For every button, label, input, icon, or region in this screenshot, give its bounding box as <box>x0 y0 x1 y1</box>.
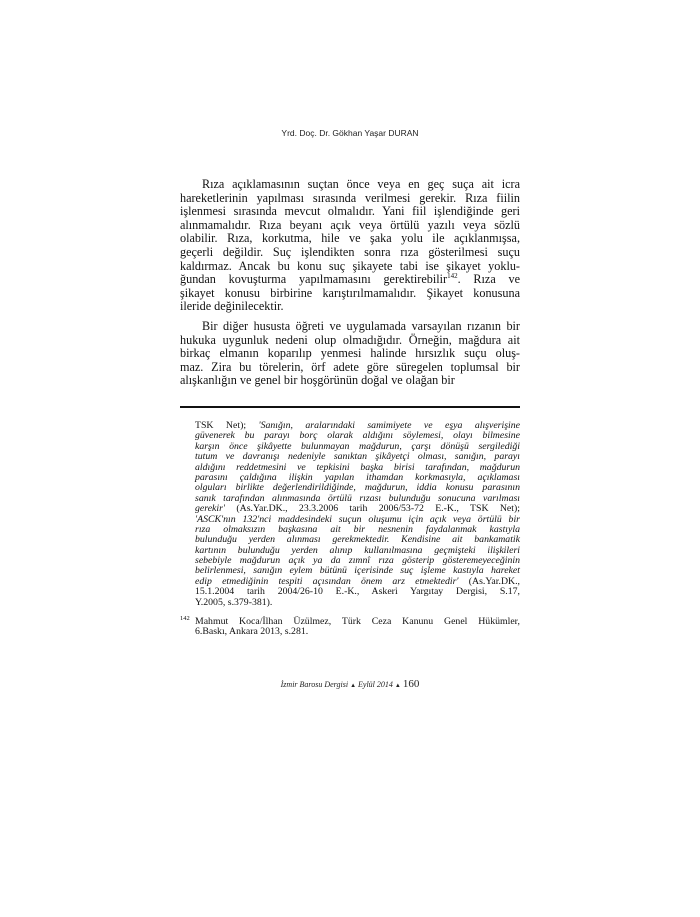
text-segment: aldığını reddetmesini ve tepkisini başka birisi tarafından, mağdurun <box>195 461 520 473</box>
text-segment: hukuka uygunluk nedeni olup olmadığıdır. Örneğin, mağdura ait <box>180 332 520 347</box>
text-segment: TSK Net); <box>195 420 259 431</box>
text-segment: 'Sanığın, aralarındaki samimiyete ve eşya alışverişine <box>258 420 520 431</box>
text-segment: belirlenmesi, sanığın eylem bütünü içerisinde suç işleme kastıyla hareket <box>195 565 520 577</box>
text-line <box>180 219 520 233</box>
text-segment: olabilir. Rıza, korkutma, hile ve şaka yolu ile açıklanmışsa, <box>180 231 520 246</box>
text-segment: edip etmediğinin tespiti açısından önem arz etmektedir' <box>195 575 459 587</box>
text-line <box>180 205 520 219</box>
text-segment: hareketlerinin yapılması sırasında verilmesi gerekir. Rıza fiilin <box>180 190 520 205</box>
text-segment: alışkanlığın ve genel bir hoşgörünün doğal ve olağan bir <box>180 373 455 388</box>
text-segment: sebebiyle mağdurun açık ya da zımnî rıza gösterip gösteremeyeceğinin <box>195 555 520 567</box>
text-segment: güvenerek bu parayı borç olarak aldığını söylemesi, olayı bilmesine <box>195 430 520 442</box>
text-segment: şikayet konusu birbirine karıştırılmamalıdır. Şikayet konusuna <box>180 285 520 300</box>
text-line <box>180 374 520 388</box>
text-segment: Rıza açıklamasının suçtan önce veya en geç suça ait icra <box>202 177 520 191</box>
text-line <box>195 627 520 637</box>
text-line <box>195 598 520 608</box>
text-segment: Bir diğer hususta öğreti ve uygulamada varsayılan rızanın bir <box>202 319 520 333</box>
text-segment: birkaç elmanın koparılıp yenmesi halinde hırsızlık suçu oluş- <box>180 346 520 361</box>
footnote-142 <box>180 615 520 638</box>
footnote-reference: 142 <box>447 272 458 281</box>
text-segment: olguları birlikte değerlendirildiğinde, mağdurun, iddia konusu parasının <box>195 482 520 494</box>
footnote-number: 142 <box>180 615 190 622</box>
text-segment: ğundan kovuşturma yapılmamasını gerektirebilir <box>180 272 448 287</box>
text-segment: maz. Zira bu törelerin, örf adete göre süregelen toplumsal bir <box>180 359 520 374</box>
text-segment: parasını çaldığına ilişkin yapılan ithamdan korkmasıyla, açıklaması <box>195 471 520 483</box>
paragraph-2 <box>180 320 520 388</box>
text-segment: 15.1.2004 tarih 2004/26-10 E.-K., Askeri Yargıtay Dergisi, S.17, <box>195 586 520 598</box>
text-segment: kaldırmaz. Ancak bu konu suç şikayete tabi ise şikayet yoklu- <box>180 258 520 273</box>
text-line <box>180 320 520 334</box>
text-line <box>180 334 520 348</box>
footnote-separator <box>180 406 520 408</box>
issue-date: Eylül 2014 <box>358 680 393 689</box>
page-footer <box>0 678 700 692</box>
text-segment: kartının bulunduğu yerden alınıp kullanılmasına geçmişteki ilişkileri <box>195 544 520 556</box>
text-line <box>180 300 520 314</box>
separator-triangle-icon: ▲ <box>394 683 401 689</box>
text-line <box>180 287 520 301</box>
text-segment: Y.2005, s.379-381). <box>195 596 273 608</box>
text-segment: gerekir' <box>195 503 226 515</box>
text-segment: (As.Yar.DK., <box>458 575 520 587</box>
text-segment: ileride değinilecektir. <box>180 299 284 314</box>
text-line <box>180 347 520 361</box>
text-segment: . Rıza ve <box>457 272 521 287</box>
text-segment: işlenmesi sırasında mevcut olmalıdır. Yani fiil işlendiğinde geri <box>180 204 520 219</box>
running-head: Yrd. Doç. Dr. Gökhan Yaşar DURAN <box>281 128 419 138</box>
text-segment: sanık tarafından alınmasında örtülü rızası bulunduğu sonucuna varılması <box>195 492 520 504</box>
text-line <box>180 273 520 287</box>
journal-name: İzmir Barosu Dergisi <box>280 680 349 689</box>
text-line <box>180 246 520 260</box>
text-segment: geçerli değildir. Suç işlendikten sonra rıza gösterilmesi suçu <box>180 244 520 259</box>
footnote-141-continued <box>195 421 520 608</box>
text-segment: alınmamalıdır. Rıza beyanı açık veya örtülü yazılı veya sözlü <box>180 217 520 232</box>
text-segment: bulunduğu yerden alınması gerekmektedir. Kendisine ait bankamatik <box>195 534 520 546</box>
paragraph-1 <box>180 178 520 314</box>
text-segment: tutum ve davranışı nedeniyle sanıktan şikâyetçi olması, sanığın, parayı <box>195 451 520 463</box>
separator-triangle-icon: ▲ <box>350 683 357 689</box>
text-segment: 'ASCK'nın 132'nci maddesindeki suçun oluşumu için açık veya örtülü bir <box>195 513 520 525</box>
text-segment: Mahmut Koca/İlhan Üzülmez, Türk Ceza Kanunu Genel Hükümler, <box>195 616 520 627</box>
text-segment: karşın önce şikâyette bulunmayan mağdurun, çarşı dönüşü sergilediği <box>195 440 520 452</box>
text-line <box>180 232 520 246</box>
text-line <box>180 178 520 192</box>
text-line <box>180 192 520 206</box>
text-segment: (As.Yar.DK., 23.3.2006 tarih 2006/53-72 E.-K., TSK Net); <box>225 503 520 515</box>
text-segment: 6.Baskı, Ankara 2013, s.281. <box>195 626 309 638</box>
text-line <box>180 361 520 375</box>
text-line <box>180 260 520 274</box>
page-number: 160 <box>402 678 420 690</box>
text-segment: rıza olmaksızın başkasına ait bir nesnenin faydalanmak kastıyla <box>195 523 520 535</box>
